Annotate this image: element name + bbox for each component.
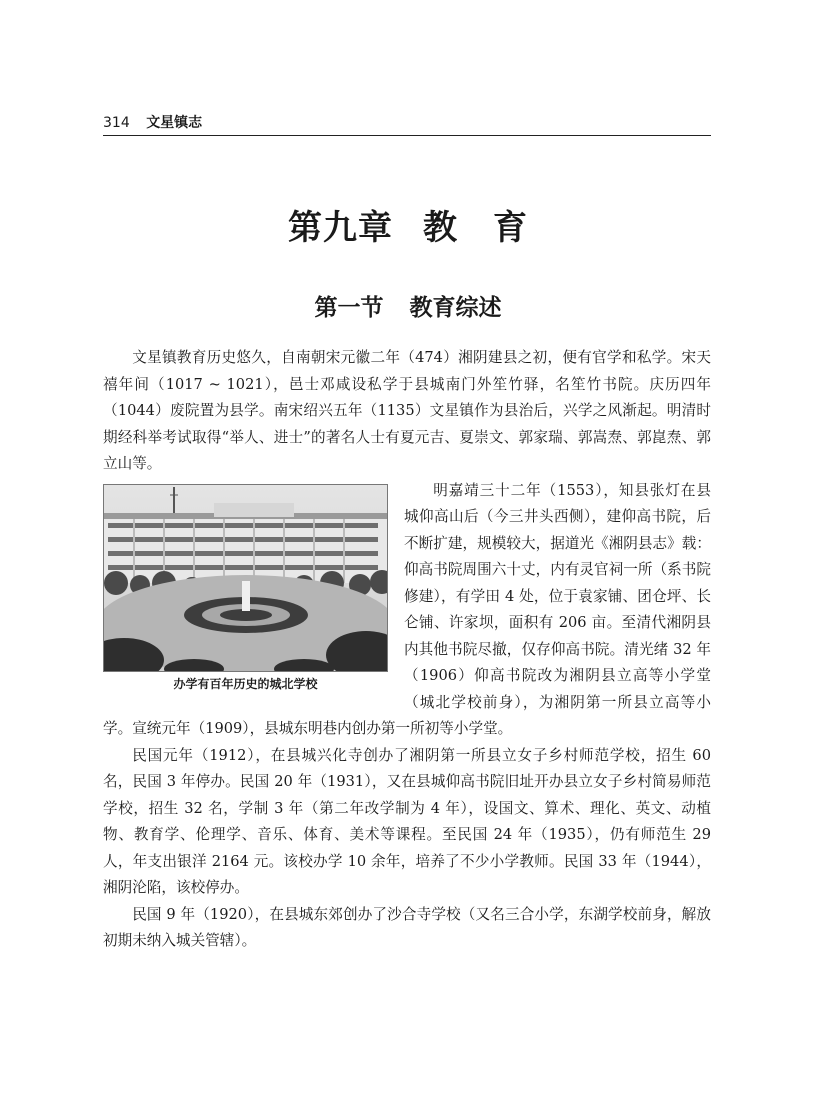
school-photo: [103, 484, 388, 672]
paragraph: 民国元年（1912），在县城兴化寺创办了湘阴第一所县立女子乡村师范学校，招生 60 名，民国 3 年停办。民国 20 年（1931），又在县城仰高书院旧址开办县立女子乡村简易师范学校，招生 32 名，学制 3 年（第二年改学制为 4 年），设国文、算术、理化、英文、动植物、教育学、伦理学、音乐、体育、美术等课程。至民国 24 年（1935），仍有师范生 29 人，年支出银洋 2164 元。该校办学 10 余年，培养了不少小学教师。民国 33 年（1944），湘阴沦陷，该校停办。: [103, 746, 711, 896]
page-number: 314: [103, 115, 130, 131]
photo-caption: 办学有百年历史的城北学校: [173, 676, 318, 691]
paragraph: 文星镇教育历史悠久，自南朝宋元徽二年（474）湘阴建县之初，便有官学和私学。宋天禧年间（1017 ~ 1021），邑士邓咸设私学于县城南门外笙竹驿，名笙竹书院。庆历四年（1044）废院置为县学。南宋绍兴五年（1135）文星镇作为县治后，兴学之风渐起。明清时期经科举考试取得“举人、进士”的著名人士有夏元吉、夏崇文、郭家瑞、郭嵩焘、郭崑焘、郭立山等。: [103, 349, 711, 472]
section-heading: [0, 289, 816, 322]
paragraph: 民国 9 年（1920），在县城东郊创办了沙合寺学校（又名三合小学，东湖学校前身，解放初期未纳入城关管辖）。: [103, 905, 711, 949]
paragraph: 明嘉靖三十二年（1553），知县张灯在县城仰高山后（今三井头西侧），建仰高书院，后不断扩建，规模较大，据道光《湘阴县志》载：仰高书院周围六十丈，内有灵官祠一所（系书院修建），有学田 4 处，位于袁家铺、团仓坪、长仑铺、许家坝，面积有 206 亩。至清代湘阴县内其他书院尽撤，仅存仰高书院。清光绪 32 年（1906）仰高书院改为湘阴县立高等小学堂（城北学校前身），为湘阴第一所县立高等小学。宣统元年（1909），县城东明巷内创办第一所初等小学堂。: [103, 481, 711, 737]
chapter-title: 教 育: [423, 208, 528, 248]
school-photo-figure: [103, 484, 388, 694]
running-header: [103, 114, 711, 136]
section-title: 教育综述: [409, 295, 502, 321]
chapter-heading: [0, 200, 816, 249]
book-title: 文星镇志: [146, 115, 203, 131]
section-label: 第一节: [314, 295, 384, 321]
body-text: [103, 345, 711, 955]
chapter-label: 第九章: [288, 208, 393, 248]
school-building-image: [104, 485, 387, 671]
